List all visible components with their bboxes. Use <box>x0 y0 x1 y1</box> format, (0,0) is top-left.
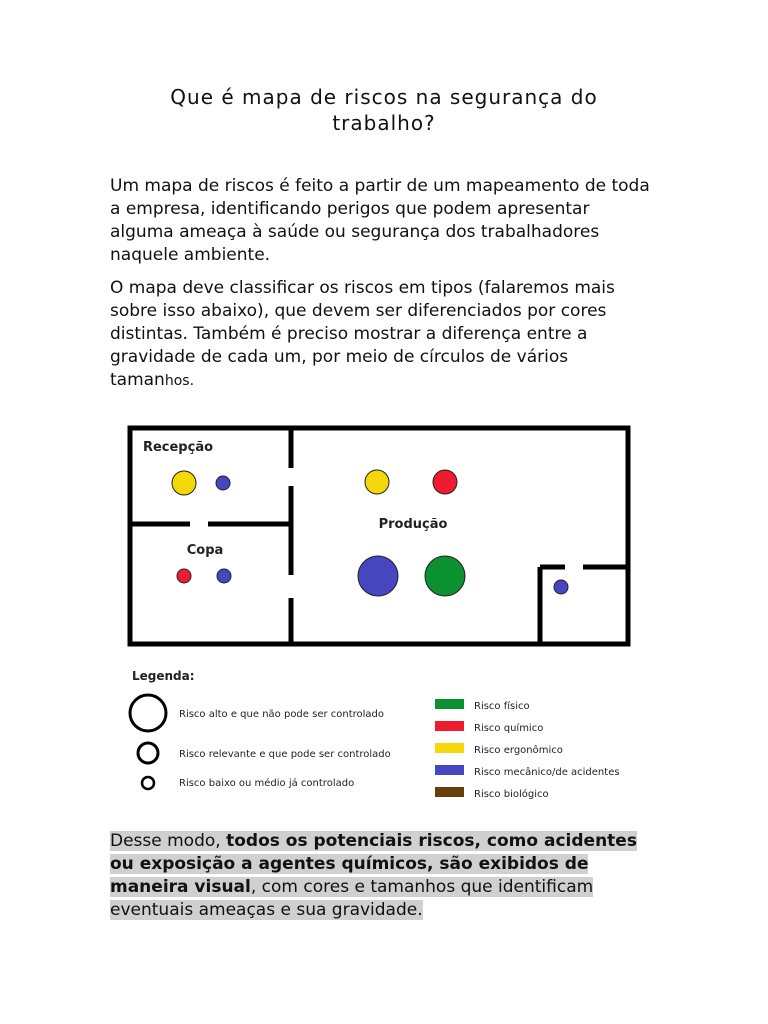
size-legend-large-circle <box>130 695 166 731</box>
legend-label-ergonomico: Risco ergonômico <box>474 745 563 756</box>
conclusion-end: , com cores e tamanhos que identificam eventuais ameaças e sua gravidade. <box>110 877 594 920</box>
legend-label-quimico: Risco químico <box>474 723 544 734</box>
room-label-copa: Copa <box>186 543 224 558</box>
risk-map-figure <box>110 410 650 810</box>
legend-swatch-biologico <box>435 787 464 797</box>
risk-circle-mecanico-sala <box>554 580 568 594</box>
risk-circle-mecanico-recepcao <box>216 476 230 490</box>
color-legend <box>435 699 620 800</box>
size-legend-low: Risco baixo ou médio já controlado <box>179 778 355 789</box>
size-legend <box>130 695 391 789</box>
legend-label-mecanico: Risco mecânico/de acidentes <box>474 767 620 778</box>
size-legend-medium-circle <box>138 743 158 763</box>
legend-swatch-fisico <box>435 699 464 709</box>
legend-title: Legenda: <box>132 669 195 683</box>
floor-plan <box>130 428 628 644</box>
risk-circle-ergonomico-recepcao <box>172 471 196 495</box>
conclusion-bold: todos os potenciais riscos, como acidentes ou exposição a agentes químicos, são exibidos de maneira visual <box>110 831 637 897</box>
legend-swatch-quimico <box>435 721 464 731</box>
conclusion-start: Desse modo, <box>110 831 227 851</box>
risk-circle-mecanico-producao <box>358 556 398 596</box>
legend-swatch-ergonomico <box>435 743 464 753</box>
risk-circle-quimico-copa <box>177 569 191 583</box>
risk-circle-fisico-producao <box>425 556 465 596</box>
risk-circle-mecanico-copa <box>217 569 231 583</box>
size-legend-high: Risco alto e que não pode ser controlado <box>179 709 385 720</box>
classification-text-tail: hos. <box>164 373 195 389</box>
page-title: Que é mapa de riscos na segurança do trabalho? <box>170 85 598 135</box>
classification-paragraph <box>110 277 655 393</box>
intro-paragraph: Um mapa de riscos é feito a partir de um mapeamento de toda a empresa, identificando perigos que podem apresentar alguma ameaça à saúde ou segurança dos trabalhadores naquele ambiente. <box>110 176 650 265</box>
size-legend-relevant: Risco relevante e que pode ser controlado <box>179 749 391 760</box>
outer-wall <box>130 428 628 644</box>
room-label-producao: Produção <box>378 517 448 532</box>
legend-label-biologico: Risco biológico <box>474 789 549 800</box>
legend-label-fisico: Risco físico <box>474 701 530 712</box>
risk-circle-ergonomico-producao <box>365 470 389 494</box>
room-label-recepcao: Recepção <box>142 440 214 455</box>
size-legend-small-circle <box>142 777 154 789</box>
conclusion-paragraph <box>110 830 655 922</box>
risk-circle-quimico-producao <box>433 470 457 494</box>
legend-swatch-mecanico <box>435 765 464 775</box>
classification-text: O mapa deve classificar os riscos em tipos (falaremos mais sobre isso abaixo), que devem ser diferenciados por cores distintas. Também é preciso mostrar a diferença entre a gravidade de cada um, por meio de círculos de vários taman <box>110 278 615 390</box>
